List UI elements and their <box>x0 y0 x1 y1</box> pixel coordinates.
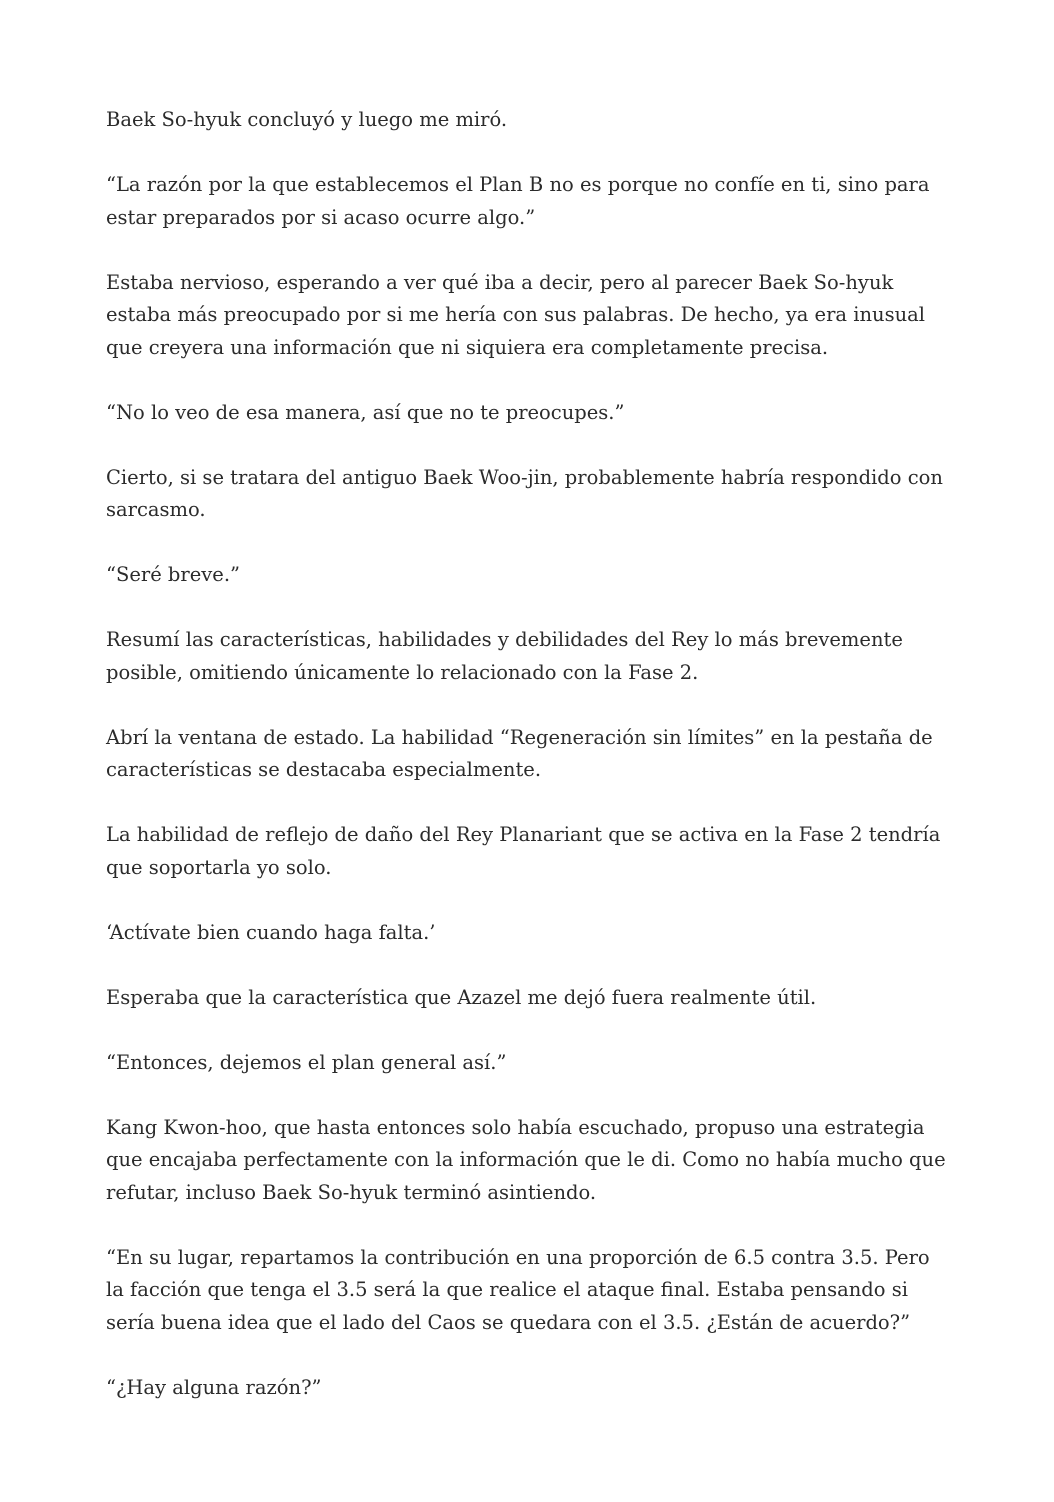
paragraph-4: “No lo veo de esa manera, así que no te preocupes.” <box>106 400 625 424</box>
paragraph-12: “Entonces, dejemos el plan general así.” <box>106 1050 507 1074</box>
paragraph-15: “¿Hay alguna razón?” <box>106 1375 322 1399</box>
paragraph-5: Cierto, si se tratara del antiguo Baek Woo-jin, probablemente habría respondido con sarcasmo. <box>106 465 943 521</box>
paragraph-2: “La razón por la que establecemos el Plan B no es porque no confíe en ti, sino para estar preparados por si acaso ocurre algo.” <box>106 173 930 229</box>
paragraph-9: La habilidad de reflejo de daño del Rey Planariant que se activa en la Fase 2 tendría que soportarla yo solo. <box>106 823 941 879</box>
paragraph-3: Estaba nervioso, esperando a ver qué iba a decir, pero al parecer Baek So-hyuk estaba más preocupado por si me hería con sus palabras. De hecho, ya era inusual que creyera una información que ni siquiera era completamente precisa. <box>106 270 926 359</box>
paragraph-7: Resumí las características, habilidades y debilidades del Rey lo más brevemente posible, omitiendo únicamente lo relacionado con la Fase 2. <box>106 628 903 684</box>
paragraph-1: Baek So-hyuk concluyó y luego me miró. <box>106 108 508 131</box>
paragraph-6: “Seré breve.” <box>106 563 240 586</box>
paragraph-10: ‘Actívate bien cuando haga falta.’ <box>106 920 436 944</box>
paragraph-13: Kang Kwon-hoo, que hasta entonces solo había escuchado, propuso una estrategia que encajaba perfectamente con la información que le di. Como no había mucho que refutar, incluso Baek So-hyuk terminó asintiendo. <box>106 1115 946 1204</box>
paragraph-14: “En su lugar, repartamos la contribución en una proporción de 6.5 contra 3.5. Pero la facción que tenga el 3.5 será la que realice el ataque final. Estaba pensando si sería buena idea que el lado del Caos se quedara con el 3.5. ¿Están de acuerdo?” <box>106 1245 930 1334</box>
body-text <box>106 104 951 1437</box>
paragraph-11: Esperaba que la característica que Azazel me dejó fuera realmente útil. <box>106 985 817 1009</box>
paragraph-8: Abrí la ventana de estado. La habilidad “Regeneración sin límites” en la pestaña de características se destacaba especialmente. <box>106 725 933 781</box>
